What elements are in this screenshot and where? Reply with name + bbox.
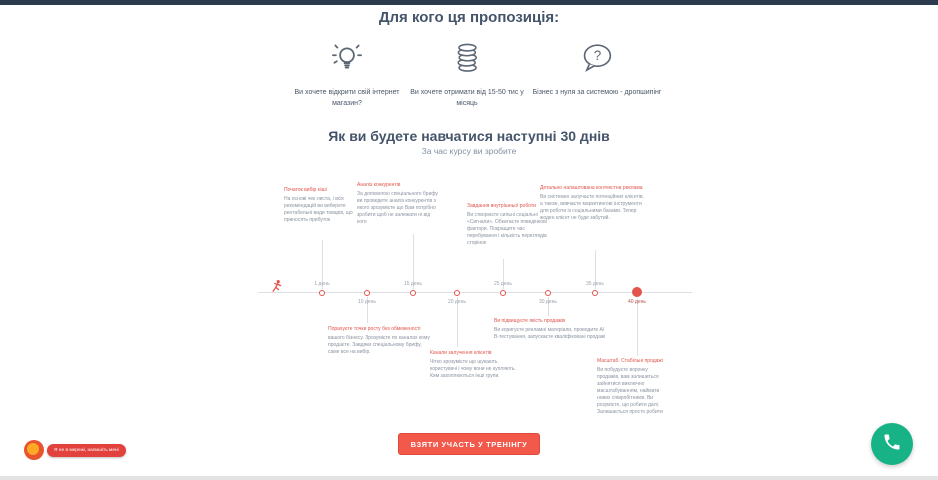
timeline-day-label: 20 день: [447, 299, 466, 305]
timeline-day-label: 1 день: [314, 281, 330, 287]
audience-section-title: Для кого ця пропозиція:: [378, 9, 560, 26]
timeline-block-title: Канали залучення клієнтів: [430, 350, 492, 356]
lightbulb-icon: [280, 38, 414, 80]
chat-offline-badge[interactable]: Я не в мережі, напишіть мені: [47, 444, 126, 457]
audience-item-shop: [280, 38, 414, 109]
timeline-block-title: Порахуєте точки росту без обмеженості: [328, 326, 421, 332]
audience-item-label: Ви хочете отримати від 15-50 тис у місяць: [410, 89, 524, 107]
timeline-dot: [500, 290, 506, 296]
timeline-block-body: Ви системно залучаєте потенційних клієнтів, а також, вивчаєте маркетингові інструменти для роботи із соціальними базами. Тепер жоден клієнт не буде забутий.: [540, 194, 644, 221]
timeline-day-label: 35 день: [585, 281, 604, 287]
timeline-block-title: Детально налаштована контекстна реклама: [540, 185, 643, 191]
timeline-block-internal-work: [467, 203, 547, 247]
timeline-block-body: Ви створюєте сильні соціальні «Сигнали». Обкатаєте поведінкові фактори. Покращите час перебування і кількість переглядів сторінок: [467, 212, 547, 246]
timeline-block-title: Масштаб. Стабільні продажі: [597, 358, 663, 364]
phone-icon: [882, 432, 902, 457]
timeline-block-title: Початок вибір ніші: [284, 187, 327, 193]
join-training-button[interactable]: ВЗЯТИ УЧАСТЬ У ТРЕНІНГУ: [398, 433, 540, 455]
timeline-dot-final: [632, 287, 642, 297]
timeline-block-client-channels: [430, 350, 522, 380]
timeline-day-label: 10 день: [357, 299, 376, 305]
timeline-block-growth-points: [328, 326, 432, 356]
audience-item-dropshipping: [530, 38, 664, 99]
timeline-block-body: Чітко зрозумієте що шукають користувачі і чому вони не купляють. Ким захоплюються інші групи.: [430, 359, 516, 379]
timeline-day-label: 15 день: [403, 281, 422, 287]
timeline-dot: [545, 290, 551, 296]
question-bubble-icon: [530, 38, 664, 80]
timeline-block-body: За допомогою спеціального брифу ви проведете аналіз конкурентів з якого зрозумієте що Вам потрібно зробити щоб не залежати ні від кого: [357, 191, 438, 225]
timeline-block-body: Ви коригуєте рекламні матеріали, проводите А/В-тестування, запускаєте кваліфіковані продажі: [494, 327, 606, 340]
timeline-dot: [319, 290, 325, 296]
timeline-stem: [637, 299, 638, 356]
timeline-day-label: 40 день: [627, 299, 646, 305]
svg-text:?: ?: [593, 48, 602, 64]
timeline-block-body: На основі чек листа, і всіх рекомендацій ви виберете рентабельні види товарів, що приносять прибуток: [284, 196, 353, 223]
coins-icon: [400, 38, 534, 80]
phone-chat-button[interactable]: [871, 423, 913, 465]
chat-widget-icon[interactable]: [24, 440, 44, 460]
audience-item-label: Ви хочете відкрити свій інтернет магазин?: [294, 89, 400, 107]
timeline-block-sales-quality: [494, 318, 606, 341]
timeline-dot: [410, 290, 416, 296]
timeline-block-niche: [284, 187, 362, 224]
timeline-block-title: Аналіз конкурентів: [357, 182, 401, 188]
timeline-dot: [364, 290, 370, 296]
timeline-block-context-ads: [540, 185, 646, 222]
audience-item-label: Бізнес з нуля за системою - дропшипінг: [532, 89, 662, 96]
bottom-edge: [0, 476, 938, 480]
timeline-block-body: вашого бізнесу. Зрозумієте по каналах кому продаєте. Завдяки спеціальному брифу, саме все на вибір.: [328, 335, 430, 355]
timeline-dot: [592, 290, 598, 296]
timeline-block-competitors: [357, 182, 439, 226]
timeline-block-body: Ви побудуєте воронку продажів, вам залишиться зайнятися виключно масштабуванням, наймати нових співробітників. Ви розумієте, що робити далі. Залишається просто робити: [597, 367, 663, 415]
timeline-day-label: 30 день: [538, 299, 557, 305]
timeline-dot: [454, 290, 460, 296]
timeline-block-title: Завдання внутрішньої роботи: [467, 203, 536, 209]
timeline-day-label: 25 день: [493, 281, 512, 287]
audience-item-income: [400, 38, 534, 109]
timeline-block-scale: [597, 358, 663, 416]
timeline-section-title: Як ви будете навчатися наступні 30 днів: [328, 128, 610, 144]
timeline-section-subtitle: За час курсу ви зробите: [421, 146, 517, 156]
top-navbar: [0, 0, 938, 5]
timeline-block-title: Ви підвищуєте якість продажів: [494, 318, 566, 324]
runner-icon: [269, 279, 284, 299]
